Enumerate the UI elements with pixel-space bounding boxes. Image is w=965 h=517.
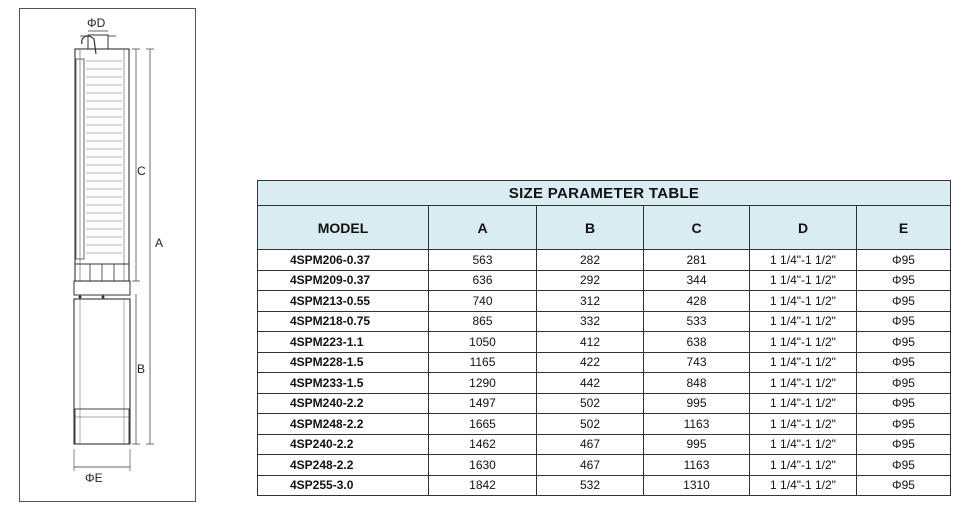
table-row — [258, 332, 951, 353]
value-cell: 1310 — [644, 475, 750, 496]
dimension-label-a: A — [155, 236, 164, 250]
model-cell: 4SPM228-1.5 — [258, 352, 429, 373]
value-cell: 412 — [537, 332, 644, 353]
value-cell: 281 — [644, 250, 750, 271]
dimension-label-d: ΦD — [87, 16, 106, 30]
value-cell: 1 1/4"-1 1/2" — [750, 373, 857, 394]
model-cell: 4SP240-2.2 — [258, 434, 429, 455]
value-cell: 848 — [644, 373, 750, 394]
value-cell: 1842 — [429, 475, 537, 496]
value-cell: 1 1/4"-1 1/2" — [750, 311, 857, 332]
model-cell: 4SPM209-0.37 — [258, 270, 429, 291]
value-cell: 532 — [537, 475, 644, 496]
value-cell: Φ95 — [857, 250, 951, 271]
value-cell: Φ95 — [857, 455, 951, 476]
value-cell: Φ95 — [857, 393, 951, 414]
value-cell: 1 1/4"-1 1/2" — [750, 393, 857, 414]
table-row — [258, 352, 951, 373]
table-row — [258, 393, 951, 414]
value-cell: 1 1/4"-1 1/2" — [750, 434, 857, 455]
value-cell: 1290 — [429, 373, 537, 394]
value-cell: 995 — [644, 434, 750, 455]
column-header-model: MODEL — [258, 206, 429, 250]
value-cell: 292 — [537, 270, 644, 291]
value-cell: 1050 — [429, 332, 537, 353]
value-cell: 282 — [537, 250, 644, 271]
value-cell: 502 — [537, 393, 644, 414]
model-cell: 4SPM223-1.1 — [258, 332, 429, 353]
value-cell: 1163 — [644, 414, 750, 435]
value-cell: 467 — [537, 455, 644, 476]
value-cell: Φ95 — [857, 373, 951, 394]
model-cell: 4SP255-3.0 — [258, 475, 429, 496]
pump-outline-graphic — [20, 9, 197, 503]
value-cell: 1 1/4"-1 1/2" — [750, 270, 857, 291]
value-cell: 332 — [537, 311, 644, 332]
pump-dimension-drawing — [19, 8, 196, 502]
table-row — [258, 311, 951, 332]
column-header-b: B — [537, 206, 644, 250]
value-cell: 1462 — [429, 434, 537, 455]
value-cell: Φ95 — [857, 352, 951, 373]
value-cell: 1 1/4"-1 1/2" — [750, 332, 857, 353]
dimension-label-b: B — [137, 362, 146, 376]
dimension-label-e: ΦE — [85, 471, 103, 485]
column-header-e: E — [857, 206, 951, 250]
value-cell: 1 1/4"-1 1/2" — [750, 291, 857, 312]
table-row — [258, 434, 951, 455]
value-cell: 1165 — [429, 352, 537, 373]
value-cell: 563 — [429, 250, 537, 271]
value-cell: 865 — [429, 311, 537, 332]
table-row — [258, 250, 951, 271]
value-cell: 1 1/4"-1 1/2" — [750, 352, 857, 373]
value-cell: 428 — [644, 291, 750, 312]
dimension-label-c: C — [137, 164, 146, 178]
value-cell: 467 — [537, 434, 644, 455]
value-cell: 344 — [644, 270, 750, 291]
table-row — [258, 270, 951, 291]
value-cell: Φ95 — [857, 332, 951, 353]
value-cell: 1 1/4"-1 1/2" — [750, 414, 857, 435]
value-cell: 1 1/4"-1 1/2" — [750, 455, 857, 476]
value-cell: Φ95 — [857, 270, 951, 291]
value-cell: 1665 — [429, 414, 537, 435]
table-body — [258, 250, 951, 496]
value-cell: Φ95 — [857, 414, 951, 435]
table-title-row — [258, 181, 951, 206]
model-cell: 4SP248-2.2 — [258, 455, 429, 476]
value-cell: Φ95 — [857, 434, 951, 455]
model-cell: 4SPM233-1.5 — [258, 373, 429, 394]
value-cell: 312 — [537, 291, 644, 312]
value-cell: 1163 — [644, 455, 750, 476]
value-cell: 740 — [429, 291, 537, 312]
model-cell: 4SPM206-0.37 — [258, 250, 429, 271]
value-cell: 636 — [429, 270, 537, 291]
column-header-d: D — [750, 206, 857, 250]
column-header-a: A — [429, 206, 537, 250]
value-cell: 743 — [644, 352, 750, 373]
value-cell: 1630 — [429, 455, 537, 476]
value-cell: 1497 — [429, 393, 537, 414]
size-parameter-table-container — [257, 180, 950, 496]
value-cell: 442 — [537, 373, 644, 394]
model-cell: 4SPM218-0.75 — [258, 311, 429, 332]
table-header-row — [258, 206, 951, 250]
value-cell: 638 — [644, 332, 750, 353]
model-cell: 4SPM248-2.2 — [258, 414, 429, 435]
value-cell: 533 — [644, 311, 750, 332]
size-parameter-table — [257, 180, 951, 496]
value-cell: 502 — [537, 414, 644, 435]
value-cell: 1 1/4"-1 1/2" — [750, 250, 857, 271]
value-cell: Φ95 — [857, 291, 951, 312]
value-cell: 422 — [537, 352, 644, 373]
value-cell: Φ95 — [857, 311, 951, 332]
value-cell: Φ95 — [857, 475, 951, 496]
model-cell: 4SPM240-2.2 — [258, 393, 429, 414]
value-cell: 1 1/4"-1 1/2" — [750, 475, 857, 496]
table-row — [258, 414, 951, 435]
table-row — [258, 475, 951, 496]
table-row — [258, 455, 951, 476]
table-title: SIZE PARAMETER TABLE — [258, 181, 951, 206]
table-row — [258, 373, 951, 394]
value-cell: 995 — [644, 393, 750, 414]
column-header-c: C — [644, 206, 750, 250]
table-row — [258, 291, 951, 312]
model-cell: 4SPM213-0.55 — [258, 291, 429, 312]
